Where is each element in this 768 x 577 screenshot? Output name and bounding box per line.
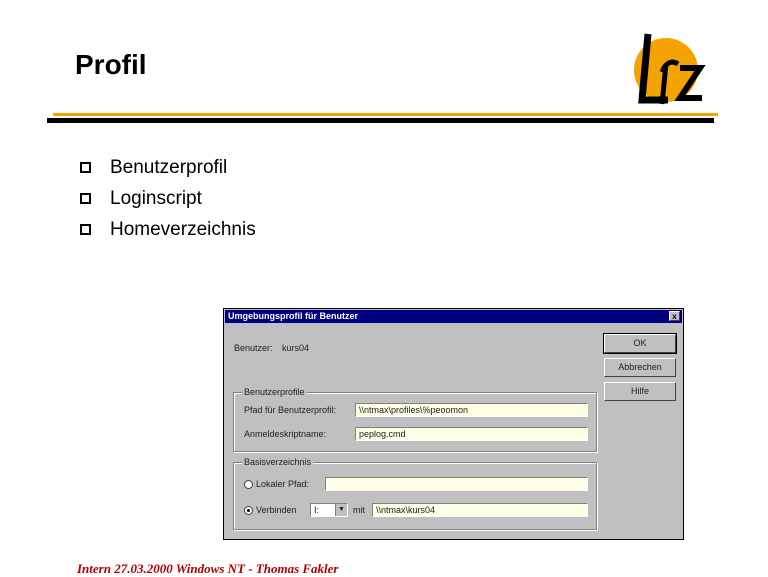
bullet-text: Loginscript [110,187,202,209]
connect-path-field[interactable]: \\ntmax\kurs04 [372,503,588,517]
with-label: mit [353,505,365,515]
logon-script-field[interactable]: peplog.cmd [355,427,588,441]
environment-profile-dialog [223,308,684,540]
local-path-field[interactable] [325,477,588,491]
bullet-item [80,183,256,214]
cancel-button[interactable]: Abbrechen [604,358,676,377]
home-group-label: Basisverzeichnis [244,457,312,467]
footer-text: Intern 27.03.2000 Windows NT - Thomas Fakler [77,561,339,576]
dialog-title: Umgebungsprofil für Benutzer [228,311,358,321]
help-button[interactable]: Hilfe [604,382,676,401]
drive-letter-select[interactable] [310,503,348,517]
profile-groupbox [233,387,597,452]
profile-path-field[interactable]: \\ntmax\profiles\%peoomon [355,403,588,417]
local-path-radio[interactable] [244,480,253,489]
connect-label: Verbinden [256,505,297,515]
bullet-item [80,152,256,183]
close-icon[interactable]: x [669,311,680,321]
lrz-logo [628,24,710,116]
user-label: Benutzer: [234,343,273,353]
square-bullet-icon [80,162,91,173]
square-bullet-icon [80,224,91,235]
bullet-text: Benutzerprofil [110,156,228,178]
chevron-down-icon[interactable]: ▼ [335,504,347,516]
profile-group-label: Benutzerprofile [244,387,305,397]
bullet-list [80,152,256,245]
title-rule-orange [53,113,718,116]
title-rule-black [47,118,714,123]
connect-radio[interactable] [244,506,253,515]
ok-button[interactable]: OK [604,334,676,353]
slide-title: Profil [75,49,147,80]
user-value: kurs04 [282,343,310,353]
dialog-titlebar[interactable] [225,310,682,323]
bullet-item [80,214,256,245]
profile-path-label: Pfad für Benutzerprofil: [244,405,337,415]
square-bullet-icon [80,193,91,204]
local-path-label: Lokaler Pfad: [256,479,310,489]
home-directory-groupbox [233,457,597,530]
drive-letter-value: I: [314,505,320,515]
logon-script-label: Anmeldeskriptname: [244,429,327,439]
bullet-text: Homeverzeichnis [110,218,256,240]
